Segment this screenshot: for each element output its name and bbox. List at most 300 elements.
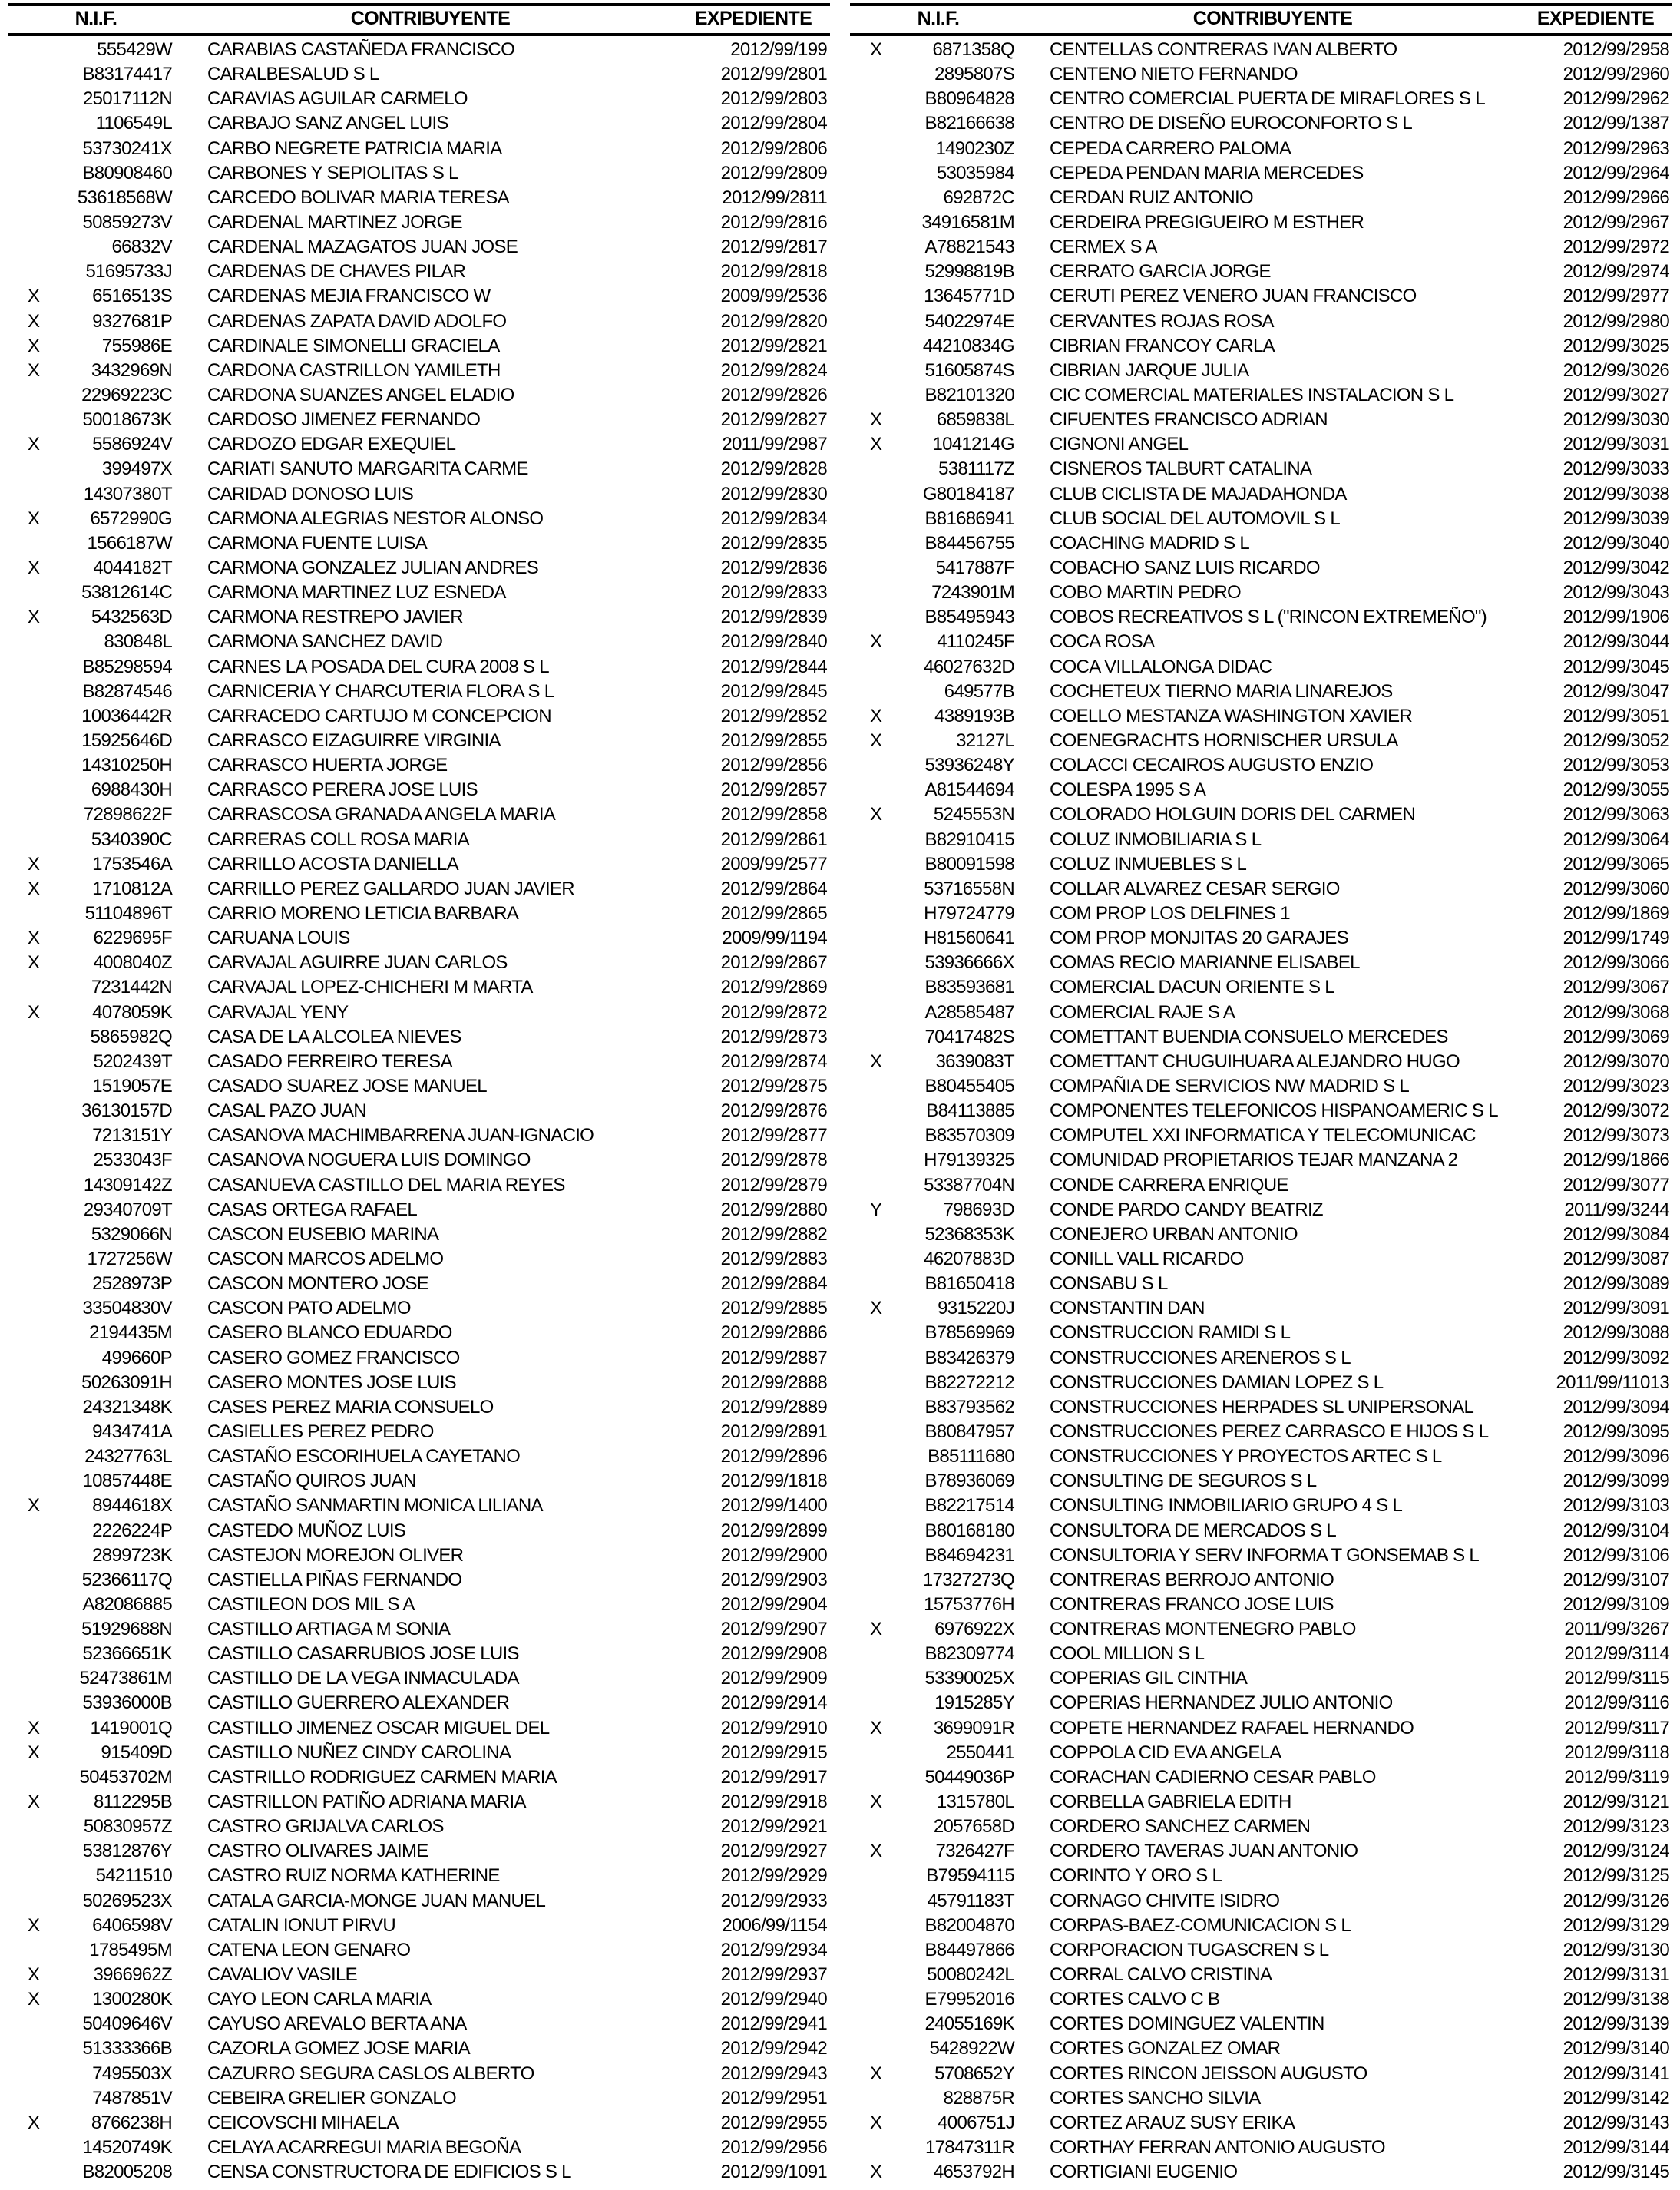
expediente-value: 2012/99/3069 [1563,1026,1669,1047]
nif-prefix: X [870,1619,882,1640]
contribuyente-value: CAYUSO AREVALO BERTA ANA [207,2013,467,2035]
expediente-value: 2012/99/2840 [720,631,827,653]
nif-value: 2194435M [89,1322,172,1344]
nif-value: 53618568W [77,187,172,208]
contribuyente-value: CASTAÑO SANMARTIN MONICA LILIANA [207,1495,543,1517]
expediente-value: 2012/99/3091 [1563,1298,1669,1319]
table-row [8,210,830,235]
table-row [8,778,830,802]
table-row [850,1617,1672,1642]
nif-value: 17327273Q [922,1569,1014,1590]
expediente-value: 2012/99/3130 [1563,1939,1669,1960]
expediente-value: 2012/99/2904 [720,1593,827,1615]
table-row [8,729,830,753]
nif-prefix: X [28,952,40,974]
table-row [850,926,1672,951]
nif-value: 53730241X [82,137,172,159]
contribuyente-value: CERVANTES ROJAS ROSA [1050,310,1274,332]
contribuyente-value: CARIDAD DONOSO LUIS [207,483,414,504]
contribuyente-value: COCHETEUX TIERNO MARIA LINAREJOS [1050,680,1393,702]
nif-prefix: X [28,557,40,579]
contribuyente-value: CONTRERAS MONTENEGRO PABLO [1050,1619,1356,1640]
nif-number: 798693D [943,1199,1014,1220]
nif-number: 4044182T [93,557,172,579]
nif-value: B83174417 [82,64,172,85]
table-row [850,1099,1672,1123]
table-row [850,778,1672,802]
nif-value: B82309774 [924,1643,1014,1665]
table-row [8,951,830,975]
expediente-value: 2012/99/3115 [1564,1668,1669,1689]
table-row [850,1765,1672,1790]
nif-value: 50409646V [82,2013,172,2035]
contribuyente-value: CORTES DOMINGUEZ VALENTIN [1050,2013,1324,2035]
expediente-value: 2012/99/2821 [720,335,827,356]
contribuyente-value: CARNES LA POSADA DEL CURA 2008 S L [207,656,549,677]
nif-value: 5428922W [929,2038,1014,2059]
expediente-value: 2012/99/2806 [720,137,827,159]
expediente-value: 2011/99/2987 [722,434,827,455]
nif-prefix: X [28,1717,40,1738]
contribuyente-value: COCA VILLALONGA DIDAC [1050,656,1272,677]
nif-value: A81544694 [924,779,1014,801]
table-row [850,1889,1672,1914]
table-row [850,1839,1672,1864]
table-row [8,235,830,260]
nif-value [850,1199,1027,1221]
table-row [8,432,830,457]
contribuyente-value: COPETE HERNANDEZ RAFAEL HERNANDO [1050,1717,1414,1738]
nif-prefix: X [28,508,40,529]
contribuyente-value: CONDE CARRERA ENRIQUE [1050,1174,1288,1196]
contribuyente-value: COMAS RECIO MARIANNE ELISABEL [1050,952,1360,974]
table-row [8,753,830,778]
nif-number: 6871358Q [932,39,1014,61]
contribuyente-value: CORPORACION TUGASCREN S L [1050,1939,1329,1960]
nif-prefix: X [28,359,40,381]
nif-value: 25017112N [82,88,172,110]
table-row [850,87,1672,111]
expediente-value: 2012/99/2915 [720,1742,827,1763]
nif-value: B85298594 [82,656,172,677]
contribuyente-value: CARVAJAL AGUIRRE JUAN CARLOS [207,952,508,974]
table-row [850,581,1672,605]
table-row [850,359,1672,383]
nif-value: 46027632D [924,656,1014,677]
contribuyente-value: CARRERAS COLL ROSA MARIA [207,829,470,850]
nif-value: 399497X [101,458,172,480]
expediente-value: 2012/99/2943 [720,2063,827,2084]
col-header-nif: N.I.F. [917,8,960,29]
contribuyente-value: CORNAGO CHIVITE ISIDRO [1050,1890,1280,1911]
contribuyente-value: COENEGRACHTS HORNISCHER URSULA [1050,730,1398,751]
table-row [850,704,1672,729]
contribuyente-value: CONTRERAS FRANCO JOSE LUIS [1050,1593,1334,1615]
table-row [8,309,830,334]
expediente-value: 2012/99/3088 [1563,1322,1669,1344]
expediente-value: 2012/99/3053 [1563,755,1669,776]
table-row [850,1123,1672,1148]
table-row [8,111,830,136]
contribuyente-value: CERDAN RUIZ ANTONIO [1050,187,1253,208]
expediente-value: 2012/99/2921 [720,1816,827,1838]
nif-value: 66832V [111,237,172,258]
table-row [850,334,1672,359]
expediente-value: 2012/99/3023 [1563,1075,1669,1097]
nif-prefix: X [870,1791,882,1813]
contribuyente-value: CASERO GOMEZ FRANCISCO [207,1347,460,1368]
nif-prefix: Y [870,1199,882,1220]
nif-value [8,508,184,530]
contribuyente-value: CASCON EUSEBIO MARINA [207,1223,439,1245]
contribuyente-value: CONSABU S L [1050,1273,1168,1295]
table-row [850,1444,1672,1469]
table-row [850,1691,1672,1715]
contribuyente-value: CARDENAL MARTINEZ JORGE [207,212,462,233]
contribuyente-value: CASTILLO JIMENEZ OSCAR MIGUEL DEL [207,1717,550,1738]
expediente-value: 2011/99/3244 [1564,1199,1669,1220]
contribuyente-value: CASA DE LA ALCOLEA NIEVES [207,1026,461,1047]
nif-prefix: X [870,2162,882,2183]
table-row [8,1469,830,1494]
nif-value: 6988430H [91,779,172,801]
table-row [8,1321,830,1345]
contribuyente-value: COMPAÑIA DE SERVICIOS NW MADRID S L [1050,1075,1410,1097]
expediente-value: 2012/99/3104 [1563,1520,1669,1541]
expediente-value: 2012/99/3077 [1563,1174,1669,1196]
nif-value: 5381117Z [938,458,1014,480]
table-row [8,1568,830,1593]
nif-value: 24055169K [924,2013,1014,2035]
table-row [850,2012,1672,2036]
expediente-value: 2012/99/1869 [1563,902,1669,924]
contribuyente-value: CORTHAY FERRAN ANTONIO AUGUSTO [1050,2137,1385,2159]
table-row [850,1050,1672,1074]
contribuyente-value: CONSTRUCCIONES DAMIAN LOPEZ S L [1050,1371,1384,1393]
nif-value [8,557,184,579]
contribuyente-value: CERUTI PEREZ VENERO JUAN FRANCISCO [1050,286,1417,307]
nif-prefix: X [28,1791,40,1813]
expediente-value: 2012/99/2914 [720,1692,827,1714]
expediente-value: 2012/99/3042 [1563,557,1669,579]
nif-prefix: X [870,631,882,653]
table-row [850,1296,1672,1321]
table-row [8,1099,830,1123]
table-row [850,309,1672,334]
expediente-value: 2012/99/3121 [1563,1791,1669,1813]
table-row [8,802,830,827]
nif-value: E79952016 [924,1989,1014,2010]
table-row [8,383,830,408]
expediente-value: 2012/99/3143 [1563,2112,1669,2133]
contribuyente-value: CARRASCO HUERTA JORGE [207,755,448,776]
expediente-value: 2012/99/2809 [720,162,827,184]
table-row [850,1864,1672,1888]
nif-value: 14309142Z [83,1174,172,1196]
nif-value [850,1298,1027,1319]
nif-value: 24327763L [84,1446,172,1467]
nif-prefix: X [870,1050,882,1072]
contribuyente-value: COM PROP MONJITAS 20 GARAJES [1050,928,1348,949]
table-row [850,1716,1672,1741]
contribuyente-value: CASTILLO CASARRUBIOS JOSE LUIS [207,1643,519,1665]
table-row [8,2036,830,2061]
expediente-value: 2012/99/3039 [1563,508,1669,529]
nif-value: B80091598 [924,853,1014,875]
nif-prefix: X [28,1989,40,2010]
nif-value: 7213151Y [92,1125,172,1146]
expediente-value: 2009/99/2577 [720,853,827,875]
table-row [8,1716,830,1741]
table-row [850,1198,1672,1222]
nif-value [8,1742,184,1764]
expediente-value: 2012/99/2834 [720,508,827,529]
expediente-value: 2012/99/2934 [720,1939,827,1960]
table-row [8,1074,830,1099]
expediente-value: 2012/99/2874 [720,1050,827,1072]
nif-value: 33504830V [82,1298,172,1319]
nif-value: 499660P [101,1347,172,1368]
nif-value: 50449036P [924,1766,1014,1788]
expediente-value: 2012/99/2896 [720,1446,827,1467]
expediente-value: 2012/99/2816 [720,212,827,233]
nif-value: B80908460 [82,162,172,184]
table-row [8,1173,830,1197]
nif-value: H79139325 [924,1150,1014,1171]
expediente-value: 2012/99/2817 [720,237,827,258]
expediente-value: 2012/99/3117 [1564,1717,1669,1738]
nif-value [850,730,1027,752]
contribuyente-value: CASIELLES PEREZ PEDRO [207,1421,434,1442]
expediente-value: 2012/99/2877 [720,1125,827,1146]
expediente-value: 2012/99/3026 [1563,359,1669,381]
table-row [8,1296,830,1321]
nif-value: B84694231 [924,1544,1014,1566]
nif-value: B82874546 [82,680,172,702]
expediente-value: 2012/99/1749 [1563,928,1669,949]
table-row [8,1914,830,1938]
nif-value: 54211510 [95,1865,172,1887]
contribuyente-value: CASERO BLANCO EDUARDO [207,1322,452,1344]
table-row [850,655,1672,680]
expediente-value: 2012/99/3103 [1563,1495,1669,1517]
expediente-value: 2012/99/2974 [1563,261,1669,283]
expediente-value: 2012/99/2861 [720,829,827,850]
expediente-value: 2012/99/2827 [720,409,827,431]
expediente-value: 2012/99/3060 [1563,878,1669,899]
expediente-value: 2012/99/3087 [1563,1248,1669,1269]
nif-prefix: X [870,730,882,751]
nif-value: B82272212 [924,1371,1014,1393]
table-row [8,507,830,531]
expediente-value: 2012/99/2824 [720,359,827,381]
nif-number: 6516513S [92,286,172,307]
expediente-value: 2012/99/2980 [1563,310,1669,332]
nif-number: 6229695F [93,928,172,949]
expediente-value: 2012/99/2972 [1563,237,1669,258]
contribuyente-value: CASTILLO NUÑEZ CINDY CAROLINA [207,1742,511,1763]
table-row [850,1025,1672,1050]
table-row [8,137,830,161]
expediente-value: 2012/99/2875 [720,1075,827,1097]
table-row [850,2135,1672,2160]
contribuyente-value: CORTES RINCON JEISSON AUGUSTO [1050,2063,1367,2084]
nif-value [850,2112,1027,2134]
nif-value: 5417887F [935,557,1014,579]
table-row [850,1469,1672,1494]
contribuyente-value: CARCEDO BOLIVAR MARIA TERESA [207,187,509,208]
table-row [850,2111,1672,2135]
expediente-value: 2012/99/2918 [720,1791,827,1813]
nif-value: 46207883D [924,1248,1014,1269]
nif-prefix: X [28,1742,40,1763]
nif-value [8,1718,184,1739]
col-header-contribuyente: CONTRIBUYENTE [350,8,511,29]
nif-value: B81650418 [924,1273,1014,1295]
expediente-value: 2012/99/3145 [1563,2162,1669,2183]
contribuyente-value: CIBRIAN FRANCOY CARLA [1050,335,1275,356]
table-row [8,556,830,581]
table-row [850,38,1672,62]
nif-value: B78936069 [924,1470,1014,1492]
contribuyente-value: CARRILLO PEREZ GALLARDO JUAN JAVIER [207,878,574,899]
table-body [8,36,830,2185]
expediente-value: 2012/99/2958 [1563,39,1669,61]
table-row [850,852,1672,877]
nif-prefix: X [870,1841,882,1862]
nif-value: 53390025X [924,1668,1014,1689]
table-row [850,1494,1672,1518]
table-row [8,1543,830,1568]
nif-value: B83593681 [924,977,1014,998]
nif-value [850,434,1027,455]
expediente-value: 2012/99/3045 [1563,656,1669,677]
nif-value: B83570309 [924,1125,1014,1146]
nif-value: B83793562 [924,1396,1014,1418]
expediente-value: 2012/99/2886 [720,1322,827,1344]
expediente-value: 2012/99/3141 [1563,2063,1669,2084]
contribuyente-value: CONEJERO URBAN ANTONIO [1050,1223,1298,1245]
contribuyente-value: CARDONA CASTRILLON YAMILETH [207,359,501,381]
table-row [8,457,830,481]
expediente-value: 2012/99/3124 [1563,1841,1669,1862]
contribuyente-value: CLUB CICLISTA DE MAJADAHONDA [1050,483,1347,504]
nif-value: B80847957 [924,1421,1014,1442]
nif-value: B85111680 [928,1446,1014,1467]
table-row [850,1345,1672,1370]
table-row [8,1864,830,1888]
nif-value [8,1791,184,1813]
expediente-value: 2012/99/3089 [1563,1273,1669,1295]
nif-value: 53716558N [924,878,1014,899]
contribuyente-value: CONILL VALL RICARDO [1050,1248,1244,1269]
table-row [850,1518,1672,1543]
nif-value: 7495503X [92,2063,172,2084]
nif-prefix: X [870,434,882,455]
table-header [8,3,830,36]
nif-value: 14307380T [83,483,172,504]
table-row [8,655,830,680]
nif-value: 50859273V [82,212,172,233]
table-row [850,802,1672,827]
nif-number: 6572990G [90,508,172,529]
table-row [8,1642,830,1666]
nif-value: 34916581M [921,212,1014,233]
nif-value: A78821543 [924,237,1014,258]
expediente-value: 2012/99/3052 [1563,730,1669,751]
expediente-value: 2012/99/2956 [720,2137,827,2159]
expediente-value: 2012/99/2845 [720,680,827,702]
nif-value: 1915285Y [934,1692,1014,1714]
expediente-value: 2012/99/2908 [720,1643,827,1665]
nif-value [8,1964,184,1986]
contribuyente-value: CARVAJAL YENY [207,1001,349,1023]
table-row [8,1494,830,1518]
contribuyente-value: COBOS RECREATIVOS S L ("RINCON EXTREMEÑO") [1050,607,1487,628]
nif-value: 24321348K [82,1396,172,1418]
table-row [8,901,830,926]
nif-number: 6406598V [92,1914,172,1936]
nif-value: 7487851V [92,2087,172,2109]
contribuyente-value: CIBRIAN JARQUE JULIA [1050,359,1249,381]
table-row [8,161,830,186]
nif-prefix: X [28,1914,40,1936]
table-row [8,1691,830,1715]
nif-prefix: X [28,607,40,628]
nif-value [8,360,184,382]
expediente-value: 2012/99/2891 [720,1421,827,1442]
nif-number: 5245553N [933,804,1014,825]
contribuyente-value: CERMEX S A [1050,237,1157,258]
nif-value: 1106549L [95,113,172,134]
table-row [850,1741,1672,1765]
nif-number: 6976922X [934,1619,1014,1640]
nif-value: 52998819B [924,261,1014,283]
nif-value [850,2162,1027,2183]
expediente-value: 2012/99/2963 [1563,137,1669,159]
nif-value: B80455405 [924,1075,1014,1097]
table-body [850,36,1672,2185]
table-row [8,704,830,729]
contribuyente-value: CEPEDA CARRERO PALOMA [1050,137,1291,159]
table-row [8,1617,830,1642]
contribuyente-value: CONDE PARDO CANDY BEATRIZ [1050,1199,1323,1220]
nif-value: B82101320 [924,385,1014,406]
expediente-value: 2012/99/2878 [720,1150,827,1171]
nif-value: 1519057E [92,1075,172,1097]
table-row [850,951,1672,975]
nif-value: 2226224P [92,1520,172,1541]
nif-number: 4653792H [933,2162,1014,2183]
nif-value: 828875R [943,2087,1014,2109]
nif-value: 10857448E [82,1470,172,1492]
contribuyente-value: CIGNONI ANGEL [1050,434,1189,455]
expediente-value: 2012/99/2865 [720,902,827,924]
contribuyente-value: COACHING MADRID S L [1050,532,1250,554]
contribuyente-value: CARIATI SANUTO MARGARITA CARME [207,458,528,480]
nif-value: 7243901M [931,582,1014,604]
expediente-value: 2012/99/3065 [1563,853,1669,875]
col-header-expediente: EXPEDIENTE [694,8,812,29]
expediente-value: 2012/99/3123 [1563,1816,1669,1838]
taxpayer-table-right [850,3,1672,2185]
expediente-value: 2011/99/11013 [1556,1371,1669,1393]
nif-value: A28585487 [924,1001,1014,1023]
expediente-value: 2012/99/2977 [1563,286,1669,307]
expediente-value: 2012/99/199 [730,39,827,61]
nif-value: 692872C [943,187,1014,208]
contribuyente-value: CARDOSO JIMENEZ FERNANDO [207,409,481,431]
